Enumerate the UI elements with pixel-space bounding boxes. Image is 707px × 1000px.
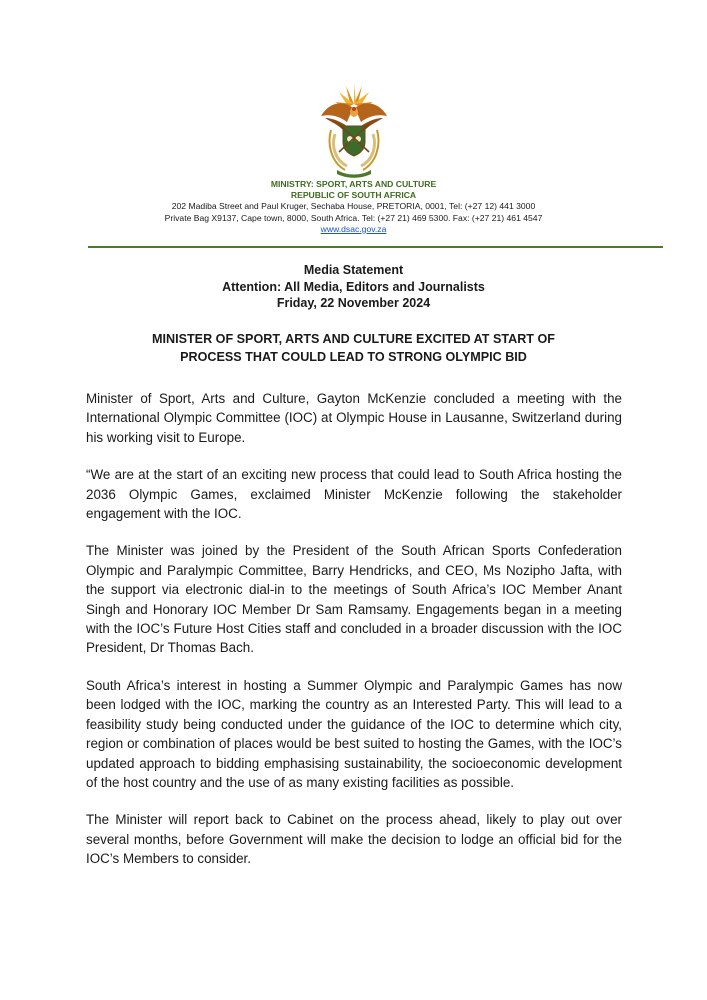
right-wing (355, 103, 387, 122)
website-link[interactable]: www.dsac.gov.za (320, 223, 387, 234)
republic-name: REPUBLIC OF SOUTH AFRICA (290, 190, 417, 201)
statement-header (0, 262, 707, 312)
statement-type: Media Statement (303, 263, 404, 277)
left-wing (321, 103, 353, 122)
headline-line-1: MINISTER OF SPORT, ARTS AND CULTURE EXCITED AT START OF (152, 332, 555, 346)
ministry-name: MINISTRY: SPORT, ARTS AND CULTURE (270, 179, 437, 189)
paragraph: “We are at the start of an exciting new process that could lead to South Africa hosting the 2036 Olympic Games, exclaimed Minister McKenzie following the stakeholder engagement with the IOC. (86, 467, 622, 522)
letterhead (0, 179, 707, 235)
headline (90, 330, 617, 366)
statement-attention: Attention: All Media, Editors and Journalists (222, 279, 485, 294)
paragraph: The Minister was joined by the President of the South African Sports Confederation Olympic and Paralympic Committee, Barry Hendricks, and CEO, Ms Nozipho Jafta, with the support via electronic dial-in to the meetings of South Africa’s IOC Member Anant Singh and Honorary IOC Member Dr Sam Ramsamy. Engagements began in a meeting with the IOC’s Future Host Cities staff and concluded in a broader discussion with the IOC President, Dr Thomas Bach. (86, 543, 622, 656)
paragraph: Minister of Sport, Arts and Culture, Gayton McKenzie concluded a meeting with the International Olympic Committee (IOC) at Olympic House in Lausanne, Switzerland during his working visit to Europe. (86, 391, 622, 445)
body-text (86, 389, 622, 887)
coat-of-arms-icon (313, 82, 395, 178)
motto-ribbon (337, 170, 371, 178)
address-line-2: Private Bag X9137, Cape town, 8000, South Africa. Tel: (+27 21) 469 5300. Fax: (+27 21) 461 4547 (164, 212, 543, 223)
paragraph: The Minister will report back to Cabinet on the process ahead, likely to play out over several months, before Government will make the decision to lodge an official bid for the IOC’s Members to consider. (86, 812, 622, 867)
address-line-1: 202 Madiba Street and Paul Kruger, Sechaba House, PRETORIA, 0001, Tel: (+27 12) 441 3000 (171, 201, 536, 212)
statement-date: Friday, 22 November 2024 (276, 296, 431, 311)
header-divider (88, 246, 663, 248)
headline-line-2: PROCESS THAT COULD LEAD TO STRONG OLYMPIC BID (180, 350, 527, 364)
paragraph: South Africa’s interest in hosting a Summer Olympic and Paralympic Games has now been lodged with the IOC, marking the country as an Interested Party. This will lead to a feasibility study being conducted under the guidance of the IOC to determine which city, region or combination of places would be best suited to hosting the Games, with the IOC’s updated approach to bidding emphasising sustainability, the socioeconomic development of the host country and the use of as many existing facilities as possible. (86, 677, 622, 790)
